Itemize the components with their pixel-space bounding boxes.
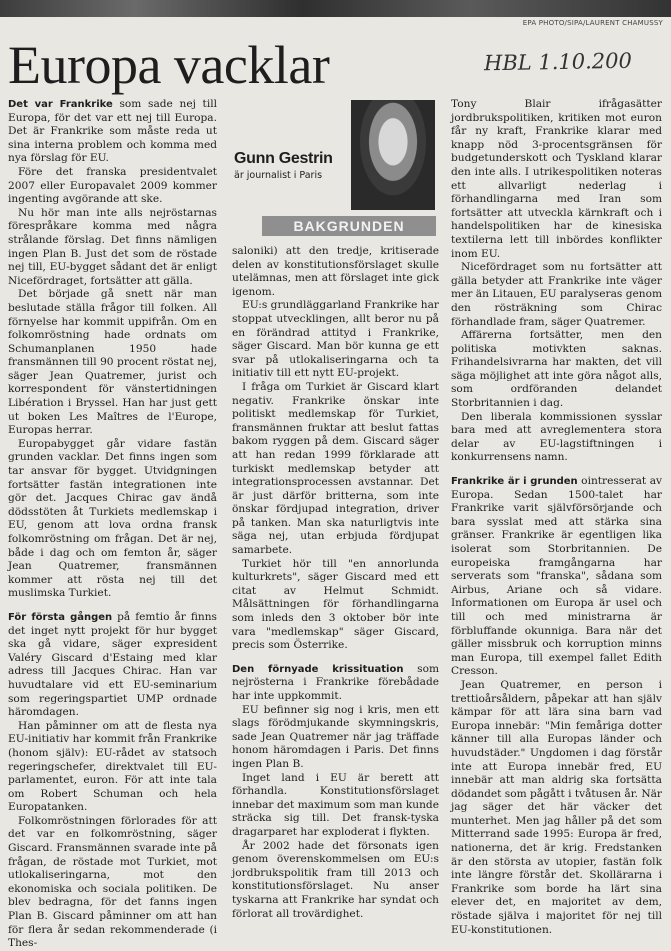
paragraph: saloniki) att den tredje, kritiserade delen av konstitutionsförslaget skulle utelämnas, men att förslaget inte gick igenom.	[232, 245, 439, 298]
paragraph: EU befinner sig nog i kris, men ett slags förödmjukande skymningskris, sade Jean Quatremer när jag träffade honom häromdagen i Paris. Det finns ingen Plan B.	[232, 703, 439, 770]
lead-in: För första gången	[8, 611, 113, 623]
paragraph: Folkomröstningen förlorades för att det var en folkomröstning, säger Giscard. Fransmännen svarade inte på frågan, de röstade mot Turkiet, mot utlokaliseringarna, mot den ekonomiska och sociala politiken. De blev bedragna, för det fanns ingen Plan B. Giscard påminner om att han för flera år sedan rekommenderade (i Thes-	[8, 814, 217, 950]
column-2	[232, 245, 439, 921]
author-role: är journalist i Paris	[234, 170, 323, 181]
paragraph: Den liberala kommissionen sysslar bara med att avreglementera stora delar av EU-lagstiftningen i konkurrensens namn.	[451, 410, 662, 464]
lead-in: Det var Frankrike	[8, 99, 113, 110]
paragraph: Det började gå snett när man beslutade ställa frågor till folken. All förnyelse har kommit uppifrån. Om en folkomröstning hade ordnats om Schumanplanen 1950 hade fransmännen till 90 procent röstat nej, säger Jean Quatremer, jurist och korrespondent för vänstertidningen Libération i Bryssel. Han har just gett ut boken Les Maîtres de l'Europe, Europas herrar.	[8, 288, 217, 437]
paragraph: Affärerna fortsätter, men den politiska motivkten saknas. Frihandelsivrarna har makten, det vill säga möjlighet att inte göra något alls, som ordföranden delandet Storbritannien i dag.	[451, 329, 662, 410]
paragraph: Det var Frankrike som sade nej till Europa, för det var ett nej till Europa. Det är Frankrike som måste reda ut sina interna problem och komma med nya förslag för EU.	[8, 98, 217, 165]
paragraph: För första gången på femtio år finns det inget nytt projekt för hur bygget ska gå vidare, säger expresident Valéry Giscard d'Estaing med klar adress till Jacques Chirac. Han var huvudtalare vid ett EU-seminarium som regeringspartiet UMP ordnade häromdagen.	[8, 610, 217, 719]
paragraph: Turkiet hör till "en annorlunda kulturkrets", säger Giscard med ett citat av Helmut Schmidt. Målsättningen för förhandlingarna som inleds den 3 oktober bör inte vara "medlemskap" säger Giscard, precis som Österrike.	[232, 557, 439, 652]
paragraph: Frankrike är i grunden ointresserat av Europa. Sedan 1500-talet har Frankrike varit självförsörjande och bara sysslat med att stärka sina gränser. Frankrike är egentligen lika isolerat som Storbritannien. De europeiska framgångarna har serverats som "franska", sådana som Airbus, Ariane och så vidare. Informationen om Europa är usel och till och med ministrarna är förbluffande okunniga. Bara när det gäller missbruk och korruption minns man Europa, till exempel fallet Edith Cresson.	[451, 475, 662, 678]
paragraph: Inget land i EU är berett att förhandla. Konstitutionsförslaget innebar det maximum som man kunde sträcka sig till. Det fransk-tyska dragarparet har exploderat i flykten.	[232, 771, 439, 838]
paragraph: Han påminner om att de flesta nya EU-initiativ har kommit från Frankrike (honom själv): EU-rådet av statsoch regeringschefer, direktvalet till EU-parlamentet, euron. För att inte tala om Robert Schuman och hela Europatanken.	[8, 719, 217, 814]
paragraph: År 2002 hade det försonats igen genom överenskommelsen om EU:s jordbrukspolitik fram till 2013 och konstitutionsförslaget. Nu anser tyskarna att Frankrike har syndat och förlorat all trovärdighet.	[232, 839, 439, 920]
paragraph: Den förnyade krissituation som nejrösterna i Frankrike förebådade har inte uppkommit.	[232, 662, 439, 702]
paragraph: I fråga om Turkiet är Giscard klart negativ. Frankrike önskar inte politiskt medlemskap för Turkiet, fransmännen fruktar att beslut fattas bakom ryggen på dem. Giscard säger att han redan 1999 förklarade att turkiskt medlemskap betyder att integrationsprocessen avstannar. Det är just därför britterna, som inte önskar fördjupad integration, driver på tanken. Man ska naturligtvis inte säga nej, utan erbjuda fördjupat samarbete.	[232, 380, 439, 557]
headline: Europa vacklar	[8, 35, 330, 95]
paragraph: Före det franska presidentvalet 2007 eller Europavalet 2009 kommer ingenting avgörande att ske.	[8, 165, 217, 206]
photo-strip	[0, 0, 671, 17]
author-photo	[351, 100, 435, 210]
paragraph: Nu hör man inte alls nejröstarnas förespråkare komma med några strålande förslag. Det finns nämligen ingen Plan B. Just det som de röstade nej till, EU-bygget sådant det är enligt Nicefördraget, fortsätter att gälla.	[8, 206, 217, 287]
paragraph: Jean Quatremer, en person i trettioårsåldern, påpekar att han själv kämpar för att lära sina barn vad Europa innebär: "Min femåriga dotter känner till alla Europas länder och huvudstäder." Ungdomen i dag förstår inte att Europa innebär fred, EU innebär att man aldrig ska fortsätta dödandet som pågått i tvåtusen år. När jag säger det här väcker det munterhet. Men jag håller på det som Mitterrand sade 1995: Europa är fred, nationerna, det är krig. Fredstanken är den största av utopier, fastän folk inte längre förstår det. Skollärarna i Frankrike som borde ha lärt sina elever det, en majoritet av dem, röstade själva i majoritet för nej till EU-konstitutionen.	[451, 678, 662, 936]
paragraph: EU:s grundläggarland Frankrike har stoppat utvecklingen, allt beror nu på en förändrad attityd i Frankrike, säger Giscard. Man bör kunna ge ett svar på utlokaliseringarna och ta initiativ till ett nytt EU-projekt.	[232, 299, 439, 380]
handwritten-note: HBL 1.10.200	[483, 48, 633, 76]
paragraph: Nicefördraget som nu fortsätter att gälla betyder att Frankrike inte väger mer än Litauen, EU paralyseras genom den rösträkning som Chirac förhandlade fram, säger Quatremer.	[451, 261, 662, 328]
photo-credit: EPA PHOTO/SIPA/LAURENT CHAMUSSY	[522, 19, 663, 27]
paragraph: Tony Blair ifrågasätter jordbrukspolitiken, kritiken mot euron får ny kraft, Frankrike klarar med knapp nöd 3-procentsgränsen för budgetunderskott och Tyskland klarar den inte alls. I utrikespolitiken noteras ett allvarligt nederlag i förhandlingarna med Iran som fortsätter att utveckla kärnkraft och i handelspolitiken har de kinesiska textilerna lett till inbördes konflikter inom EU.	[451, 98, 662, 260]
lead-in: Den förnyade krissituation	[232, 663, 404, 675]
byline-box	[232, 98, 439, 238]
section-tag: BAKGRUNDEN	[262, 216, 436, 236]
column-1	[8, 98, 217, 951]
paragraph: Europabygget går vidare fastän grunden vacklar. Det finns ingen som tar ansvar för bygget. Utvidgningen fortsätter fastän integrationen inte gör det. Jacques Chirac gav ändå dödsstöten åt Turkiets medlemskap i EU, genom att lova ordna fransk folkomröstning om frågan. Det är nej, både i dag och om femton år, säger Jean Quatremer, fransmännen kommer att rösta nej till det muslimska Turkiet.	[8, 437, 217, 600]
author-name: Gunn Gestrin	[234, 150, 333, 167]
column-3	[451, 98, 662, 937]
lead-in: Frankrike är i grunden	[451, 476, 578, 488]
